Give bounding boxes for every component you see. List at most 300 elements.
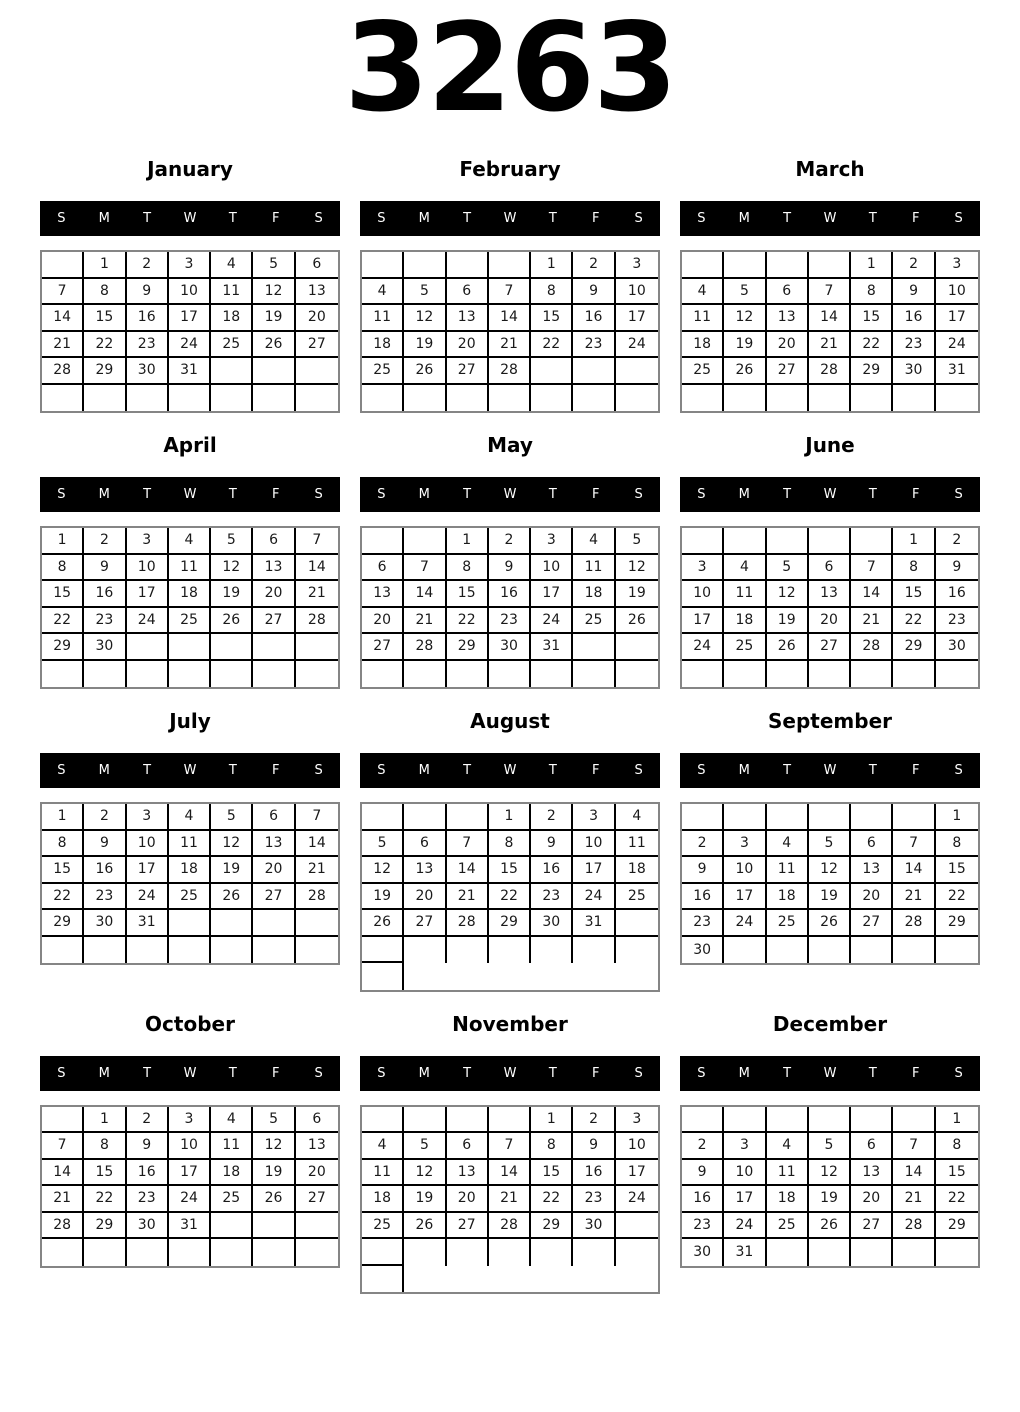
empty-day-cell	[42, 252, 84, 279]
weekday-label: T	[143, 487, 152, 502]
day-cell: 11	[211, 1133, 253, 1160]
day-cell: 6	[809, 555, 851, 582]
empty-day-cell	[573, 385, 615, 412]
day-cell: 10	[169, 279, 211, 306]
weekday-label: S	[314, 487, 323, 502]
empty-day-cell	[296, 1239, 338, 1266]
day-cell: 13	[253, 831, 295, 858]
empty-day-cell	[616, 634, 658, 661]
empty-day-cell	[404, 252, 446, 279]
day-cell: 13	[404, 857, 446, 884]
weekday-label: S	[954, 487, 963, 502]
weekday-header-bar	[40, 477, 340, 512]
day-cell: 6	[851, 1133, 893, 1160]
day-cell: 24	[169, 1186, 211, 1213]
day-cell: 4	[767, 1133, 809, 1160]
day-cell: 16	[573, 1160, 615, 1187]
empty-day-cell	[489, 1239, 531, 1266]
empty-day-cell	[447, 1107, 489, 1134]
day-cell: 11	[362, 1160, 404, 1187]
empty-day-cell	[851, 804, 893, 831]
day-cell: 30	[573, 1213, 615, 1240]
day-cell: 13	[447, 1160, 489, 1187]
day-cell: 9	[573, 1133, 615, 1160]
empty-day-cell	[616, 385, 658, 412]
empty-day-cell	[809, 1239, 851, 1266]
weekday-label: T	[783, 1065, 792, 1081]
day-cell: 12	[809, 1160, 851, 1187]
day-cell: 23	[936, 608, 978, 635]
day-cell: 15	[447, 581, 489, 608]
weekday-header-bar	[360, 477, 660, 512]
weekday-label: M	[98, 1065, 110, 1081]
day-cell: 1	[42, 804, 84, 831]
empty-day-cell	[211, 1239, 253, 1266]
day-cell: 29	[42, 910, 84, 937]
empty-day-cell	[809, 804, 851, 831]
day-cell: 8	[84, 279, 126, 306]
day-cell: 25	[169, 608, 211, 635]
day-cell: 8	[531, 279, 573, 306]
day-cell: 19	[362, 884, 404, 911]
weekday-label: F	[911, 211, 920, 226]
day-cell: 19	[404, 1186, 446, 1213]
day-cell: 22	[531, 1186, 573, 1213]
day-cell: 13	[851, 1160, 893, 1187]
day-cell: 20	[809, 608, 851, 635]
day-cell: 11	[211, 279, 253, 306]
day-cell: 14	[404, 581, 446, 608]
weekday-header-bar	[40, 753, 340, 788]
day-cell: 9	[127, 279, 169, 306]
day-cell: 4	[362, 279, 404, 306]
empty-day-cell	[616, 910, 658, 937]
day-cell: 11	[362, 305, 404, 332]
empty-day-cell	[531, 385, 573, 412]
day-cell: 19	[253, 305, 295, 332]
day-cell: 31	[169, 1213, 211, 1240]
day-cell: 23	[127, 332, 169, 359]
day-cell: 9	[127, 1133, 169, 1160]
day-cell: 1	[531, 1107, 573, 1134]
day-cell: 29	[531, 1213, 573, 1240]
day-cell: 22	[42, 884, 84, 911]
empty-day-cell	[169, 910, 211, 937]
day-cell: 9	[893, 279, 935, 306]
day-cell: 5	[767, 555, 809, 582]
day-cell: 7	[42, 1133, 84, 1160]
day-cell: 7	[809, 279, 851, 306]
day-cell: 22	[531, 332, 573, 359]
empty-day-cell	[362, 252, 404, 279]
empty-day-cell	[893, 385, 935, 412]
weekday-label: W	[823, 487, 837, 502]
day-cell: 5	[211, 804, 253, 831]
day-cell: 12	[211, 831, 253, 858]
day-cell: 2	[489, 528, 531, 555]
day-cell: 3	[573, 804, 615, 831]
day-cell: 3	[127, 804, 169, 831]
empty-day-cell	[84, 385, 126, 412]
day-cell: 12	[767, 581, 809, 608]
day-cell: 15	[851, 305, 893, 332]
weekday-label: T	[548, 211, 557, 226]
day-cell: 28	[851, 634, 893, 661]
weekday-label: T	[143, 211, 152, 226]
empty-day-cell	[851, 1239, 893, 1266]
day-cell: 24	[531, 608, 573, 635]
day-cell: 17	[724, 1186, 766, 1213]
day-cell: 10	[936, 279, 978, 306]
day-cell: 3	[682, 555, 724, 582]
empty-day-cell	[127, 661, 169, 688]
day-cell: 30	[127, 358, 169, 385]
weekday-header-bar	[680, 1056, 980, 1091]
weekday-label: T	[548, 763, 557, 778]
day-cell: 23	[893, 332, 935, 359]
weekday-label: S	[377, 763, 386, 778]
weekday-label: S	[697, 487, 706, 502]
day-cell: 21	[42, 332, 84, 359]
day-cell: 13	[253, 555, 295, 582]
empty-day-cell	[616, 1239, 658, 1266]
empty-day-cell	[127, 385, 169, 412]
empty-day-cell	[893, 937, 935, 964]
day-cell: 28	[42, 1213, 84, 1240]
day-cell: 30	[489, 634, 531, 661]
day-cell: 14	[447, 857, 489, 884]
empty-day-cell	[724, 385, 766, 412]
empty-day-cell	[936, 1239, 978, 1266]
day-cell: 5	[253, 1107, 295, 1134]
day-cell: 19	[724, 332, 766, 359]
month-september	[680, 710, 980, 992]
day-cell: 27	[362, 634, 404, 661]
day-cell: 4	[682, 279, 724, 306]
day-cell: 26	[809, 910, 851, 937]
weekday-header-bar	[40, 1056, 340, 1091]
weekday-label: W	[503, 487, 517, 502]
day-cell: 9	[573, 279, 615, 306]
day-cell: 27	[253, 608, 295, 635]
weekday-label: T	[783, 763, 792, 778]
day-cell: 19	[767, 608, 809, 635]
day-cell: 20	[253, 857, 295, 884]
day-cell: 27	[296, 332, 338, 359]
day-grid	[680, 802, 980, 965]
month-name: November	[452, 1011, 568, 1036]
empty-day-cell	[404, 937, 446, 964]
day-cell: 3	[531, 528, 573, 555]
weekday-header-bar	[680, 201, 980, 236]
empty-day-cell	[253, 358, 295, 385]
day-cell: 3	[724, 1133, 766, 1160]
weekday-label: T	[548, 1065, 557, 1081]
empty-day-cell	[851, 661, 893, 688]
day-cell: 19	[404, 332, 446, 359]
empty-day-cell	[616, 358, 658, 385]
weekday-label: F	[591, 487, 600, 502]
empty-day-cell	[616, 661, 658, 688]
day-cell: 7	[296, 804, 338, 831]
day-cell: 15	[84, 305, 126, 332]
weekday-label: S	[57, 1065, 66, 1081]
weekday-label: W	[823, 211, 837, 226]
day-cell: 17	[682, 608, 724, 635]
day-cell: 18	[616, 857, 658, 884]
day-cell: 21	[489, 332, 531, 359]
day-cell: 9	[84, 555, 126, 582]
day-cell: 17	[127, 857, 169, 884]
day-cell: 25	[211, 332, 253, 359]
empty-day-cell	[42, 1239, 84, 1266]
day-cell: 20	[447, 332, 489, 359]
empty-day-cell	[809, 1107, 851, 1134]
empty-day-cell	[296, 358, 338, 385]
day-grid	[40, 250, 340, 413]
day-cell: 21	[893, 884, 935, 911]
day-cell: 20	[851, 1186, 893, 1213]
empty-day-cell	[362, 385, 404, 412]
day-cell: 20	[404, 884, 446, 911]
empty-day-cell	[404, 385, 446, 412]
empty-day-cell	[296, 937, 338, 964]
day-cell: 14	[296, 555, 338, 582]
day-grid	[360, 250, 660, 413]
day-cell: 14	[809, 305, 851, 332]
day-cell: 4	[616, 804, 658, 831]
day-cell: 13	[447, 305, 489, 332]
day-cell: 10	[169, 1133, 211, 1160]
day-cell: 17	[616, 1160, 658, 1187]
empty-day-cell	[767, 385, 809, 412]
day-cell: 20	[253, 581, 295, 608]
day-cell: 18	[362, 332, 404, 359]
weekday-label: F	[271, 1065, 280, 1081]
day-cell: 10	[724, 1160, 766, 1187]
day-cell: 1	[489, 804, 531, 831]
day-cell: 22	[447, 608, 489, 635]
day-cell: 2	[893, 252, 935, 279]
empty-day-cell	[211, 358, 253, 385]
weekday-label: W	[503, 763, 517, 778]
day-cell: 18	[169, 857, 211, 884]
day-cell: 11	[767, 1160, 809, 1187]
empty-day-cell	[767, 1239, 809, 1266]
empty-day-cell	[296, 385, 338, 412]
day-cell: 10	[682, 581, 724, 608]
weekday-label: T	[463, 487, 472, 502]
empty-day-cell	[84, 661, 126, 688]
day-cell: 18	[211, 305, 253, 332]
empty-day-cell	[767, 937, 809, 964]
empty-day-cell	[531, 937, 573, 964]
day-cell: 21	[296, 857, 338, 884]
empty-day-cell	[362, 1266, 404, 1293]
day-cell: 7	[42, 279, 84, 306]
day-cell: 8	[489, 831, 531, 858]
weekday-label: M	[738, 763, 750, 778]
day-cell: 24	[127, 608, 169, 635]
day-cell: 16	[682, 1186, 724, 1213]
day-cell: 21	[489, 1186, 531, 1213]
empty-day-cell	[169, 937, 211, 964]
day-cell: 26	[404, 358, 446, 385]
weekday-label: W	[183, 487, 197, 502]
day-cell: 24	[169, 332, 211, 359]
weekday-label: S	[377, 487, 386, 502]
day-cell: 16	[489, 581, 531, 608]
day-cell: 29	[447, 634, 489, 661]
day-cell: 2	[573, 252, 615, 279]
weekday-label: M	[738, 1065, 750, 1081]
day-cell: 25	[682, 358, 724, 385]
empty-day-cell	[362, 1107, 404, 1134]
empty-day-cell	[489, 1107, 531, 1134]
day-cell: 31	[169, 358, 211, 385]
empty-day-cell	[936, 661, 978, 688]
day-cell: 26	[404, 1213, 446, 1240]
empty-day-cell	[767, 1107, 809, 1134]
empty-day-cell	[211, 385, 253, 412]
empty-day-cell	[724, 528, 766, 555]
empty-day-cell	[724, 252, 766, 279]
weekday-label: S	[634, 763, 643, 778]
day-cell: 24	[682, 634, 724, 661]
day-cell: 29	[489, 910, 531, 937]
day-cell: 27	[296, 1186, 338, 1213]
day-cell: 23	[84, 608, 126, 635]
day-cell: 25	[362, 358, 404, 385]
day-cell: 19	[809, 1186, 851, 1213]
weekday-label: S	[634, 487, 643, 502]
day-cell: 25	[169, 884, 211, 911]
day-cell: 27	[809, 634, 851, 661]
month-october	[40, 1013, 340, 1295]
empty-day-cell	[573, 661, 615, 688]
weekday-label: M	[738, 487, 750, 502]
empty-day-cell	[127, 634, 169, 661]
weekday-label: T	[463, 763, 472, 778]
day-cell: 26	[211, 884, 253, 911]
day-cell: 10	[573, 831, 615, 858]
day-cell: 8	[84, 1133, 126, 1160]
empty-day-cell	[893, 1107, 935, 1134]
weekday-label: T	[228, 763, 237, 778]
empty-day-cell	[809, 252, 851, 279]
day-cell: 22	[936, 884, 978, 911]
month-december	[680, 1013, 980, 1295]
day-cell: 13	[767, 305, 809, 332]
day-cell: 17	[169, 1160, 211, 1187]
day-grid	[360, 802, 660, 992]
month-may	[360, 434, 660, 689]
empty-day-cell	[42, 385, 84, 412]
day-cell: 7	[489, 1133, 531, 1160]
month-april	[40, 434, 340, 689]
empty-day-cell	[362, 804, 404, 831]
day-cell: 25	[724, 634, 766, 661]
day-cell: 21	[893, 1186, 935, 1213]
day-cell: 24	[573, 884, 615, 911]
day-cell: 28	[296, 608, 338, 635]
month-name: March	[795, 157, 865, 181]
weekday-label: M	[418, 1065, 430, 1081]
day-cell: 16	[573, 305, 615, 332]
day-cell: 28	[489, 358, 531, 385]
empty-day-cell	[724, 661, 766, 688]
day-cell: 25	[767, 910, 809, 937]
weekday-label: M	[738, 211, 750, 226]
empty-day-cell	[531, 1239, 573, 1266]
day-cell: 2	[573, 1107, 615, 1134]
day-cell: 27	[447, 1213, 489, 1240]
empty-day-cell	[573, 937, 615, 964]
empty-day-cell	[253, 1213, 295, 1240]
empty-day-cell	[573, 358, 615, 385]
day-cell: 16	[127, 1160, 169, 1187]
day-cell: 29	[936, 910, 978, 937]
empty-day-cell	[447, 937, 489, 964]
weekday-label: F	[271, 211, 280, 226]
month-name: May	[487, 433, 533, 457]
weekday-label: F	[911, 1065, 920, 1081]
day-cell: 6	[767, 279, 809, 306]
day-cell: 11	[616, 831, 658, 858]
day-cell: 15	[893, 581, 935, 608]
day-cell: 2	[682, 1133, 724, 1160]
day-cell: 1	[936, 804, 978, 831]
day-cell: 1	[893, 528, 935, 555]
day-cell: 20	[767, 332, 809, 359]
empty-day-cell	[84, 1239, 126, 1266]
day-cell: 8	[531, 1133, 573, 1160]
empty-day-cell	[767, 661, 809, 688]
weekday-label: W	[183, 211, 197, 226]
month-june	[680, 434, 980, 689]
day-cell: 5	[809, 1133, 851, 1160]
day-cell: 7	[447, 831, 489, 858]
day-cell: 4	[211, 1107, 253, 1134]
day-cell: 17	[127, 581, 169, 608]
weekday-label: T	[143, 763, 152, 778]
empty-day-cell	[531, 358, 573, 385]
weekday-label: M	[418, 211, 430, 226]
day-cell: 28	[447, 910, 489, 937]
day-cell: 17	[573, 857, 615, 884]
empty-day-cell	[447, 804, 489, 831]
day-cell: 28	[893, 1213, 935, 1240]
day-cell: 15	[936, 1160, 978, 1187]
weekday-label: T	[548, 487, 557, 502]
day-cell: 23	[682, 1213, 724, 1240]
day-cell: 25	[573, 608, 615, 635]
day-cell: 20	[447, 1186, 489, 1213]
day-cell: 26	[253, 332, 295, 359]
day-cell: 8	[447, 555, 489, 582]
day-cell: 30	[682, 937, 724, 964]
weekday-label: T	[783, 487, 792, 502]
day-cell: 22	[893, 608, 935, 635]
empty-day-cell	[362, 528, 404, 555]
day-cell: 1	[84, 252, 126, 279]
day-cell: 24	[127, 884, 169, 911]
day-cell: 4	[169, 528, 211, 555]
day-cell: 3	[169, 252, 211, 279]
day-cell: 24	[616, 1186, 658, 1213]
empty-day-cell	[489, 385, 531, 412]
empty-day-cell	[404, 528, 446, 555]
